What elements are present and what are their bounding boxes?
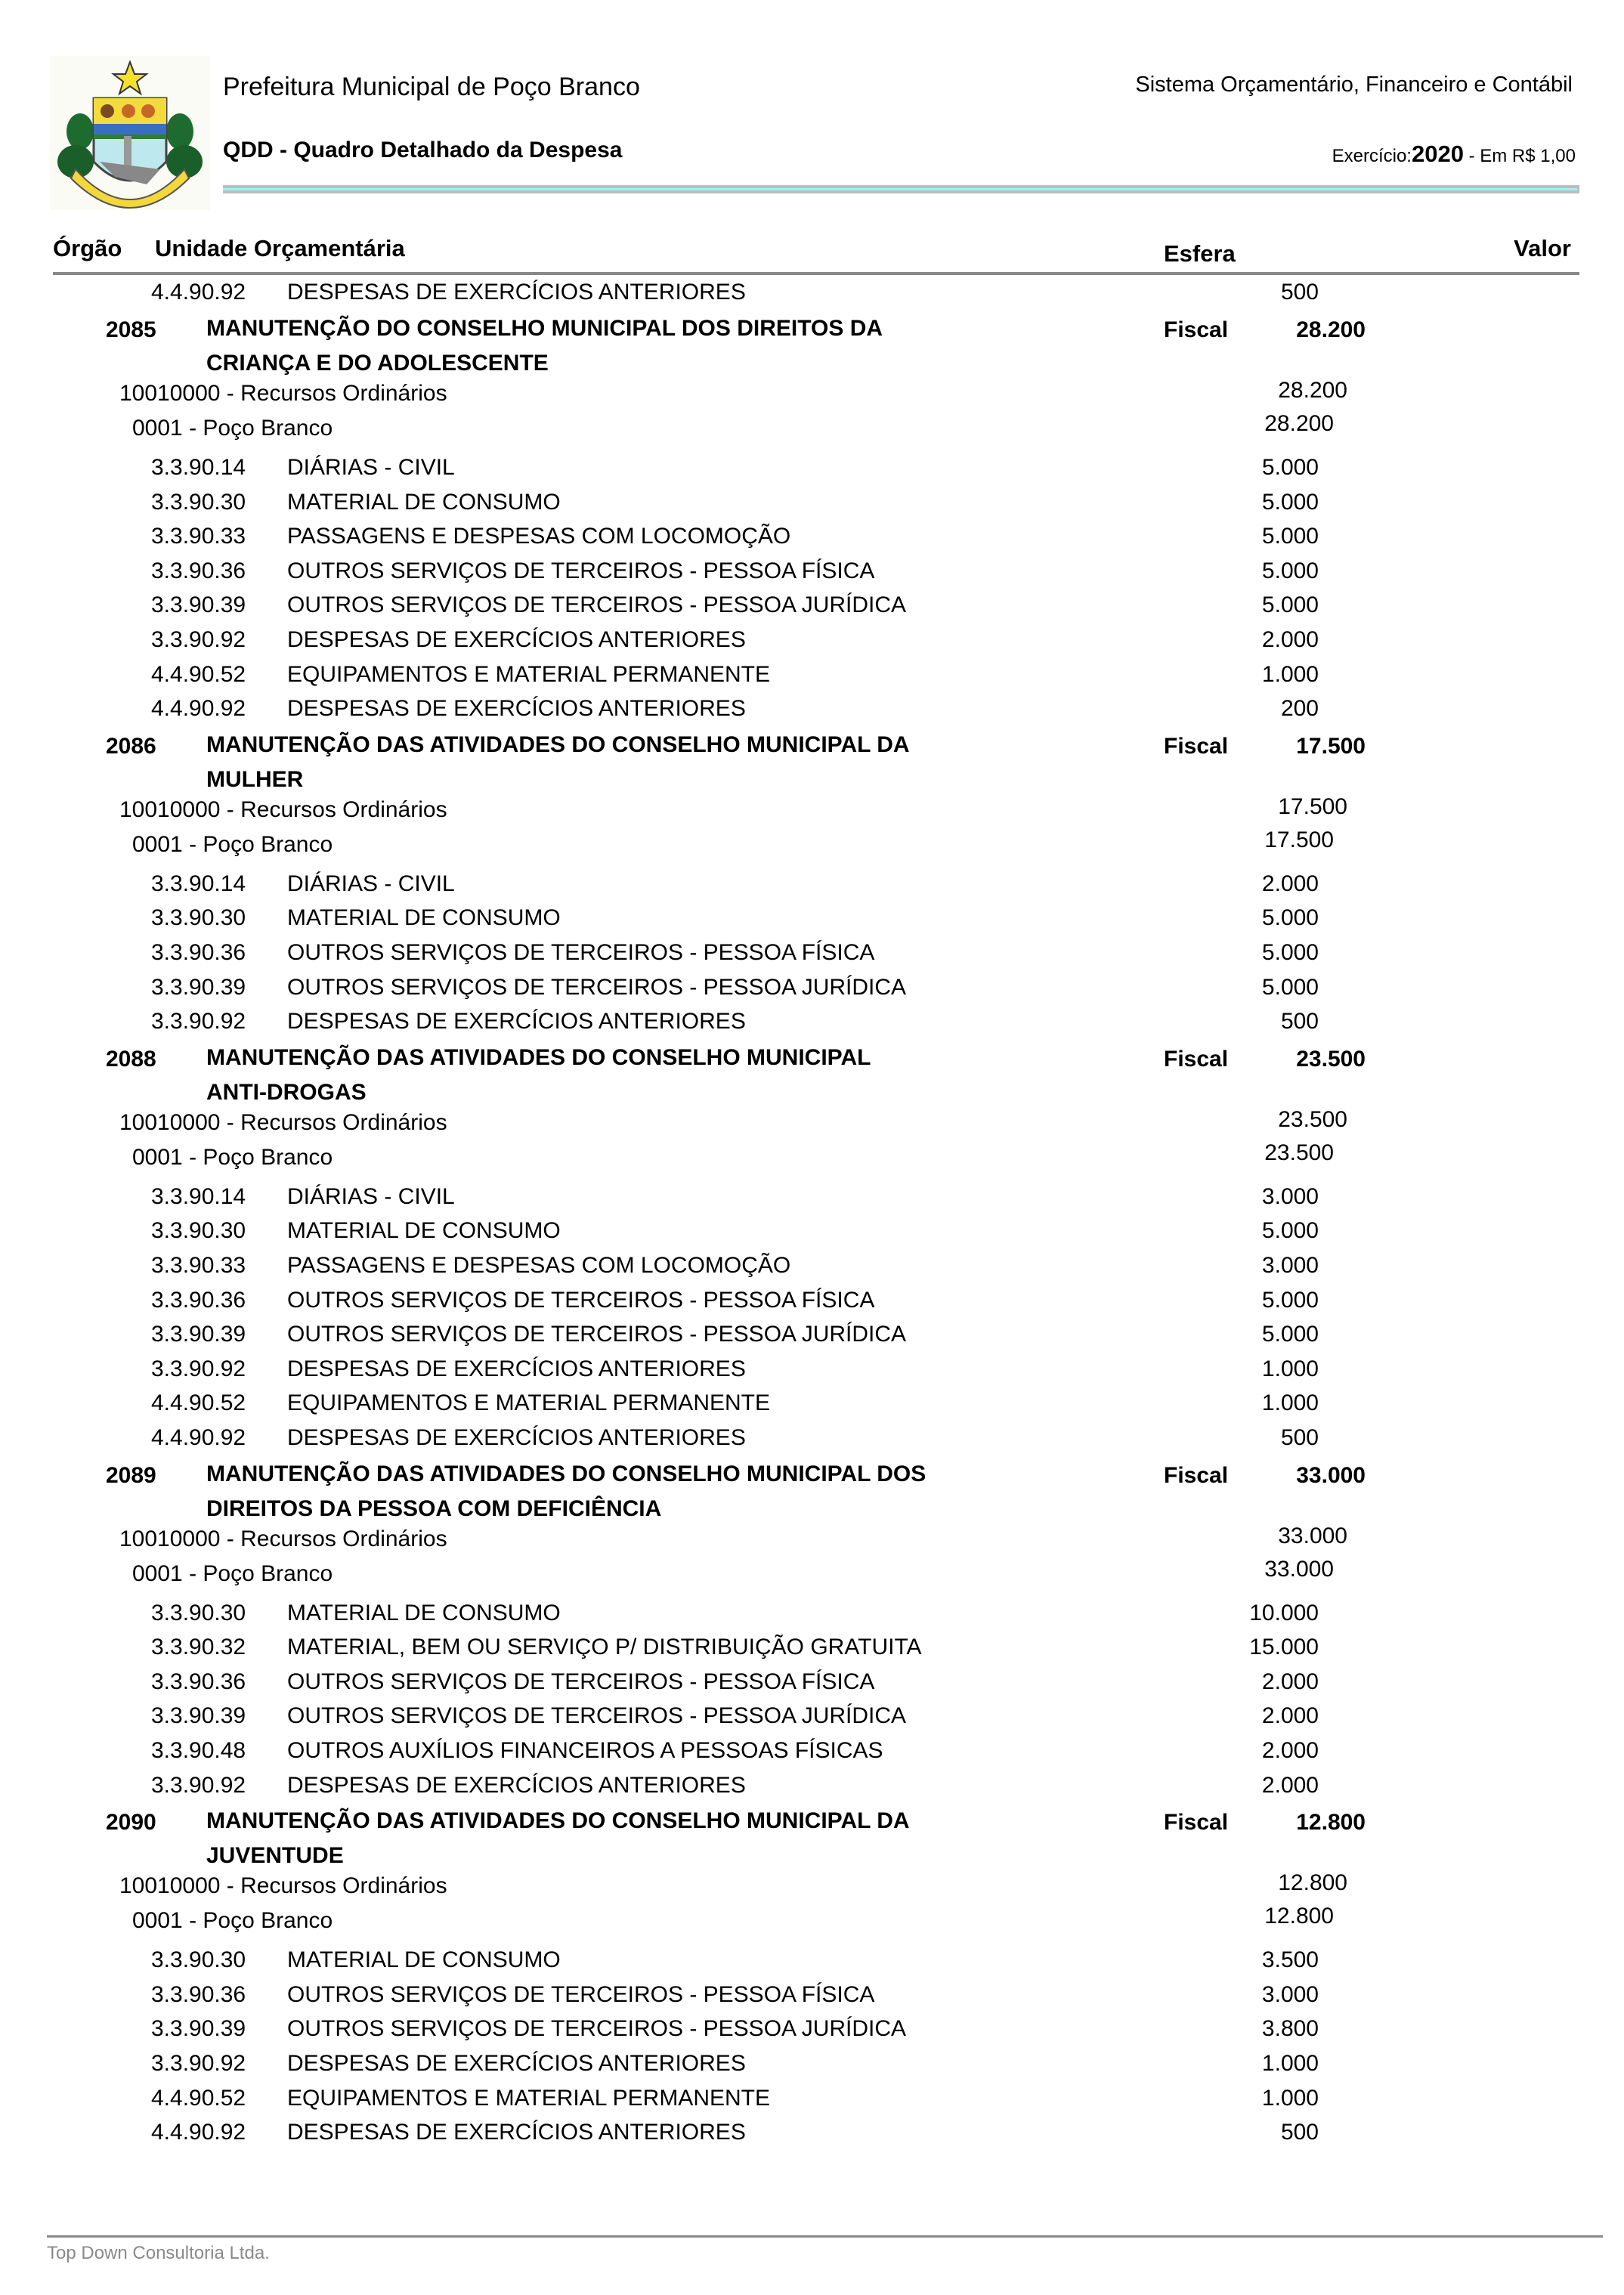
expense-element-row xyxy=(0,1947,1624,1982)
fonte-value: 23.500 xyxy=(1278,1106,1347,1132)
fonte-row xyxy=(0,1106,1624,1145)
element-value: 500 xyxy=(1280,2120,1319,2145)
element-description: OUTROS SERVIÇOS DE TERCEIROS - PESSOA FÍSICA xyxy=(287,940,875,965)
expense-element-row xyxy=(0,592,1624,627)
action-row xyxy=(0,1463,1624,1533)
element-value: 2.000 xyxy=(1261,1772,1319,1798)
expense-element-row xyxy=(0,490,1624,524)
element-description: OUTROS SERVIÇOS DE TERCEIROS - PESSOA JURÍDICA xyxy=(287,1322,907,1347)
element-description: DESPESAS DE EXERCÍCIOS ANTERIORES xyxy=(287,696,746,722)
element-code: 3.3.90.92 xyxy=(151,1356,246,1381)
expense-element-row xyxy=(0,1982,1624,2017)
exercise-label: Exercício: xyxy=(1332,146,1412,166)
expense-element-row xyxy=(0,524,1624,558)
element-value: 5.000 xyxy=(1261,1287,1319,1313)
local-row xyxy=(0,1556,1624,1596)
header-divider xyxy=(223,185,1579,193)
element-value: 2.000 xyxy=(1261,1669,1319,1694)
element-description: EQUIPAMENTOS E MATERIAL PERMANENTE xyxy=(287,661,770,687)
element-code: 3.3.90.30 xyxy=(151,1218,246,1244)
element-value: 2.000 xyxy=(1261,627,1319,652)
expense-element-row xyxy=(0,1635,1624,1669)
element-code: 3.3.90.30 xyxy=(151,489,246,515)
footer-divider xyxy=(47,2235,1603,2238)
action-description xyxy=(206,1041,871,1110)
fonte-row xyxy=(0,793,1624,832)
element-code: 3.3.90.92 xyxy=(151,1772,246,1798)
action-description xyxy=(206,728,910,797)
action-description xyxy=(206,1804,910,1873)
element-description: DESPESAS DE EXERCÍCIOS ANTERIORES xyxy=(287,1009,746,1035)
element-code: 4.4.90.52 xyxy=(151,2085,246,2111)
element-description: DIÁRIAS - CIVIL xyxy=(287,871,455,896)
fonte-row xyxy=(0,378,1624,416)
element-code: 3.3.90.14 xyxy=(151,455,246,480)
element-code: 4.4.90.92 xyxy=(151,2120,246,2145)
action-total: 33.000 xyxy=(1296,1462,1366,1488)
expense-element-row xyxy=(0,1253,1624,1288)
expense-element-row xyxy=(0,1738,1624,1773)
element-value: 5.000 xyxy=(1261,558,1319,583)
element-value: 10.000 xyxy=(1249,1600,1319,1625)
element-code: 3.3.90.36 xyxy=(151,1669,246,1694)
element-description: DESPESAS DE EXERCÍCIOS ANTERIORES xyxy=(287,627,746,652)
element-code: 3.3.90.30 xyxy=(151,905,246,931)
coat-of-arms-logo xyxy=(50,56,210,210)
element-description: OUTROS SERVIÇOS DE TERCEIROS - PESSOA JURÍDICA xyxy=(287,2016,907,2042)
report-org-title: Prefeitura Municipal de Poço Branco xyxy=(223,73,640,101)
element-code: 4.4.90.52 xyxy=(151,1390,246,1416)
report-title: QDD - Quadro Detalhado da Despesa xyxy=(223,138,623,162)
element-description: MATERIAL DE CONSUMO xyxy=(287,489,561,515)
fonte-label: 10010000 - Recursos Ordinários xyxy=(119,796,447,822)
element-code: 3.3.90.48 xyxy=(151,1738,246,1763)
local-label: 0001 - Poço Branco xyxy=(132,1908,333,1934)
element-description: DESPESAS DE EXERCÍCIOS ANTERIORES xyxy=(287,280,746,305)
action-description-line-1: MANUTENÇÃO DAS ATIVIDADES DO CONSELHO MUNICIPAL DA xyxy=(206,731,910,757)
element-description: DESPESAS DE EXERCÍCIOS ANTERIORES xyxy=(287,1772,746,1798)
local-value: 28.200 xyxy=(1264,411,1334,436)
element-value: 1.000 xyxy=(1261,2051,1319,2076)
action-esfera: Fiscal xyxy=(1164,1462,1229,1488)
element-description: MATERIAL DE CONSUMO xyxy=(287,1600,561,1625)
expense-element-row xyxy=(0,627,1624,662)
col-esfera: Esfera xyxy=(1164,240,1236,267)
action-esfera: Fiscal xyxy=(1164,1810,1229,1836)
local-value: 33.000 xyxy=(1264,1556,1334,1582)
element-description: OUTROS SERVIÇOS DE TERCEIROS - PESSOA FÍSICA xyxy=(287,1669,875,1694)
fonte-row xyxy=(0,1870,1624,1908)
col-orgao: Órgão xyxy=(53,235,122,261)
element-value: 1.000 xyxy=(1261,2085,1319,2111)
fonte-label: 10010000 - Recursos Ordinários xyxy=(119,381,447,406)
action-code: 2085 xyxy=(106,317,156,342)
exercise-info xyxy=(1332,141,1576,168)
element-code: 3.3.90.33 xyxy=(151,524,246,549)
action-description-line-1: MANUTENÇÃO DAS ATIVIDADES DO CONSELHO MUNICIPAL xyxy=(206,1044,871,1070)
fonte-value: 33.000 xyxy=(1278,1523,1347,1548)
system-name: Sistema Orçamentário, Financeiro e Contábil xyxy=(1135,73,1573,97)
element-value: 5.000 xyxy=(1261,905,1319,931)
element-value: 5.000 xyxy=(1261,940,1319,965)
expense-element-row xyxy=(0,1322,1624,1356)
element-description: EQUIPAMENTOS E MATERIAL PERMANENTE xyxy=(287,2085,770,2111)
local-label: 0001 - Poço Branco xyxy=(132,416,333,441)
expense-element-row xyxy=(0,1356,1624,1391)
expense-element-row xyxy=(0,2120,1624,2154)
element-description: PASSAGENS E DESPESAS COM LOCOMOÇÃO xyxy=(287,524,791,549)
expense-element-row xyxy=(0,2016,1624,2051)
element-value: 2.000 xyxy=(1261,871,1319,896)
column-header-divider xyxy=(53,272,1579,275)
action-description-line-1: MANUTENÇÃO DAS ATIVIDADES DO CONSELHO MUNICIPAL DA xyxy=(206,1808,910,1834)
action-description-line-2: JUVENTUDE xyxy=(206,1843,344,1869)
coat-of-arms-icon xyxy=(50,56,210,210)
fonte-value: 17.500 xyxy=(1278,793,1347,819)
element-value: 3.000 xyxy=(1261,1183,1319,1209)
element-code: 3.3.90.92 xyxy=(151,2051,246,2076)
element-description: DESPESAS DE EXERCÍCIOS ANTERIORES xyxy=(287,1425,746,1450)
element-code: 3.3.90.30 xyxy=(151,1947,246,1973)
element-code: 3.3.90.30 xyxy=(151,1600,246,1625)
footer-company: Top Down Consultoria Ltda. xyxy=(47,2243,270,2263)
element-description: OUTROS SERVIÇOS DE TERCEIROS - PESSOA FÍSICA xyxy=(287,558,875,583)
element-value: 200 xyxy=(1280,696,1319,722)
action-code: 2088 xyxy=(106,1046,156,1072)
element-code: 4.4.90.52 xyxy=(151,661,246,687)
action-code: 2090 xyxy=(106,1810,156,1836)
element-code: 3.3.90.32 xyxy=(151,1635,246,1660)
action-description-line-2: DIREITOS DA PESSOA COM DEFICIÊNCIA xyxy=(206,1495,662,1521)
element-value: 2.000 xyxy=(1261,1738,1319,1763)
element-description: DIÁRIAS - CIVIL xyxy=(287,1183,455,1209)
element-value: 3.000 xyxy=(1261,1981,1319,2007)
expense-element-row xyxy=(0,2051,1624,2086)
element-value: 5.000 xyxy=(1261,974,1319,1000)
expense-element-row xyxy=(0,1669,1624,1704)
expense-element-row xyxy=(0,975,1624,1010)
local-label: 0001 - Poço Branco xyxy=(132,1560,333,1586)
element-code: 3.3.90.39 xyxy=(151,1703,246,1729)
expense-element-row xyxy=(0,1184,1624,1219)
expense-element-row xyxy=(0,280,1624,314)
action-description-line-2: MULHER xyxy=(206,766,304,792)
expense-element-row xyxy=(0,1288,1624,1322)
element-code: 3.3.90.39 xyxy=(151,1322,246,1347)
element-value: 5.000 xyxy=(1261,489,1319,515)
local-row xyxy=(0,1904,1624,1943)
action-description-line-2: ANTI-DROGAS xyxy=(206,1079,367,1105)
element-value: 1.000 xyxy=(1261,1356,1319,1381)
expense-element-row xyxy=(0,662,1624,697)
element-description: OUTROS SERVIÇOS DE TERCEIROS - PESSOA FÍSICA xyxy=(287,1981,875,2007)
expense-element-row xyxy=(0,696,1624,731)
local-value: 23.500 xyxy=(1264,1140,1334,1165)
action-description xyxy=(206,1457,926,1526)
action-code: 2089 xyxy=(106,1462,156,1488)
element-code: 4.4.90.92 xyxy=(151,696,246,722)
element-code: 3.3.90.39 xyxy=(151,974,246,1000)
local-row xyxy=(0,1140,1624,1180)
expense-element-row xyxy=(0,1218,1624,1253)
fonte-value: 12.800 xyxy=(1278,1870,1347,1896)
action-esfera: Fiscal xyxy=(1164,1046,1229,1072)
action-total: 28.200 xyxy=(1296,317,1366,342)
element-code: 3.3.90.92 xyxy=(151,627,246,652)
element-code: 3.3.90.14 xyxy=(151,871,246,896)
element-code: 3.3.90.36 xyxy=(151,1287,246,1313)
action-description-line-2: CRIANÇA E DO ADOLESCENTE xyxy=(206,351,549,376)
element-description: PASSAGENS E DESPESAS COM LOCOMOÇÃO xyxy=(287,1253,791,1278)
action-row xyxy=(0,1810,1624,1879)
expense-element-row xyxy=(0,558,1624,593)
element-code: 3.3.90.92 xyxy=(151,1009,246,1035)
expense-element-row xyxy=(0,1773,1624,1808)
element-description: DIÁRIAS - CIVIL xyxy=(287,455,455,480)
element-code: 3.3.90.14 xyxy=(151,1183,246,1209)
element-value: 15.000 xyxy=(1249,1635,1319,1660)
element-value: 5.000 xyxy=(1261,455,1319,480)
element-description: MATERIAL DE CONSUMO xyxy=(287,1947,561,1973)
element-value: 3.500 xyxy=(1261,1947,1319,1973)
local-label: 0001 - Poço Branco xyxy=(132,831,333,857)
element-value: 5.000 xyxy=(1261,1218,1319,1244)
expense-element-row xyxy=(0,455,1624,490)
element-value: 500 xyxy=(1280,1425,1319,1450)
element-description: MATERIAL, BEM OU SERVIÇO P/ DISTRIBUIÇÃO GRATUITA xyxy=(287,1635,922,1660)
action-description-line-1: MANUTENÇÃO DAS ATIVIDADES DO CONSELHO MUNICIPAL DOS xyxy=(206,1461,926,1486)
element-description: DESPESAS DE EXERCÍCIOS ANTERIORES xyxy=(287,2120,746,2145)
element-code: 4.4.90.92 xyxy=(151,280,246,305)
element-description: OUTROS SERVIÇOS DE TERCEIROS - PESSOA JURÍDICA xyxy=(287,1703,907,1729)
action-esfera: Fiscal xyxy=(1164,733,1229,759)
element-description: MATERIAL DE CONSUMO xyxy=(287,905,561,931)
element-value: 3.000 xyxy=(1261,1253,1319,1278)
action-total: 17.500 xyxy=(1296,733,1366,759)
element-value: 500 xyxy=(1280,1009,1319,1035)
element-code: 3.3.90.36 xyxy=(151,1981,246,2007)
expense-element-row xyxy=(0,2086,1624,2120)
element-value: 5.000 xyxy=(1261,592,1319,618)
action-total: 23.500 xyxy=(1296,1046,1366,1072)
element-code: 3.3.90.33 xyxy=(151,1253,246,1278)
element-value: 5.000 xyxy=(1261,1322,1319,1347)
col-unidade: Unidade Orçamentária xyxy=(155,235,405,261)
element-value: 3.800 xyxy=(1261,2016,1319,2042)
local-label: 0001 - Poço Branco xyxy=(132,1144,333,1170)
element-value: 500 xyxy=(1280,280,1319,305)
local-row xyxy=(0,827,1624,867)
action-code: 2086 xyxy=(106,733,156,759)
currency-note: - Em R$ 1,00 xyxy=(1463,146,1576,166)
expense-element-row xyxy=(0,871,1624,906)
expense-element-row xyxy=(0,1390,1624,1425)
element-description: OUTROS AUXÍLIOS FINANCEIROS A PESSOAS FÍSICAS xyxy=(287,1738,883,1763)
element-code: 3.3.90.36 xyxy=(151,940,246,965)
action-description-line-1: MANUTENÇÃO DO CONSELHO MUNICIPAL DOS DIREITOS DA xyxy=(206,316,883,341)
element-value: 1.000 xyxy=(1261,661,1319,687)
element-value: 2.000 xyxy=(1261,1703,1319,1729)
expense-element-row xyxy=(0,1703,1624,1738)
local-row xyxy=(0,411,1624,450)
action-row xyxy=(0,731,1624,803)
action-total: 12.800 xyxy=(1296,1810,1366,1836)
expense-element-row xyxy=(0,940,1624,975)
element-code: 3.3.90.39 xyxy=(151,592,246,618)
element-description: OUTROS SERVIÇOS DE TERCEIROS - PESSOA FÍSICA xyxy=(287,1287,875,1313)
fonte-label: 10010000 - Recursos Ordinários xyxy=(119,1526,447,1551)
fonte-value: 28.200 xyxy=(1278,378,1347,403)
element-value: 1.000 xyxy=(1261,1390,1319,1416)
element-description: OUTROS SERVIÇOS DE TERCEIROS - PESSOA JURÍDICA xyxy=(287,592,907,618)
element-description: OUTROS SERVIÇOS DE TERCEIROS - PESSOA JURÍDICA xyxy=(287,974,907,1000)
local-value: 17.500 xyxy=(1264,827,1334,852)
element-description: DESPESAS DE EXERCÍCIOS ANTERIORES xyxy=(287,1356,746,1381)
exercise-year: 2020 xyxy=(1411,141,1464,167)
element-description: MATERIAL DE CONSUMO xyxy=(287,1218,561,1244)
action-row xyxy=(0,1044,1624,1116)
local-value: 12.800 xyxy=(1264,1904,1334,1929)
fonte-label: 10010000 - Recursos Ordinários xyxy=(119,1873,447,1899)
fonte-row xyxy=(0,1523,1624,1561)
action-esfera: Fiscal xyxy=(1164,317,1229,342)
element-description: EQUIPAMENTOS E MATERIAL PERMANENTE xyxy=(287,1390,770,1416)
action-row xyxy=(0,317,1624,387)
element-code: 3.3.90.36 xyxy=(151,558,246,583)
fonte-label: 10010000 - Recursos Ordinários xyxy=(119,1109,447,1135)
expense-element-row xyxy=(0,1601,1624,1635)
element-code: 3.3.90.39 xyxy=(151,2016,246,2042)
element-code: 4.4.90.92 xyxy=(151,1425,246,1450)
element-description: DESPESAS DE EXERCÍCIOS ANTERIORES xyxy=(287,2051,746,2076)
expense-element-row xyxy=(0,1009,1624,1044)
expense-element-row xyxy=(0,905,1624,940)
action-description xyxy=(206,311,883,381)
col-valor: Valor xyxy=(1514,235,1571,261)
expense-element-row xyxy=(0,1425,1624,1460)
element-value: 5.000 xyxy=(1261,524,1319,549)
